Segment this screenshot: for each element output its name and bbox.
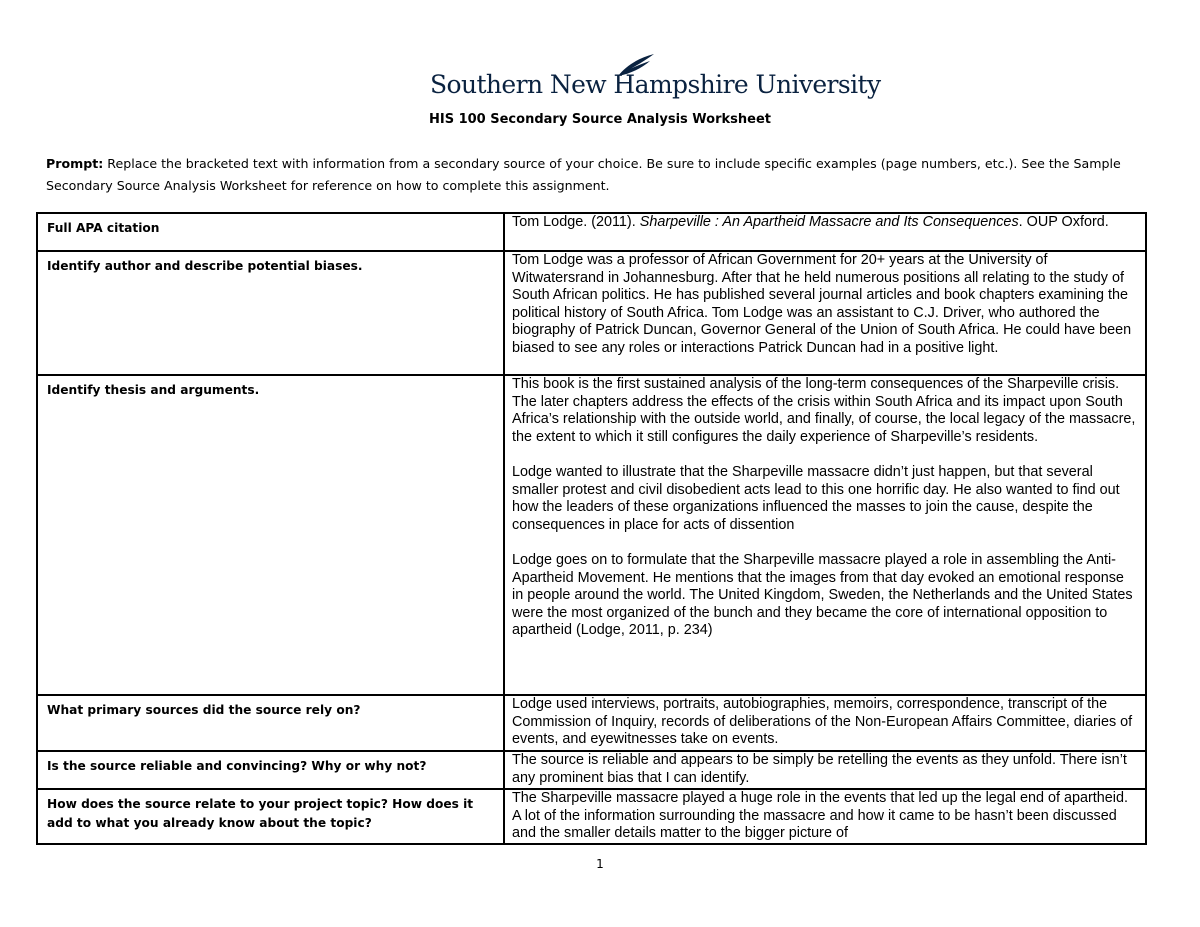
- primary-sources-answer: Lodge used interviews, portraits, autobiographies, memoirs, correspondence, transcript of the Commission of Inquiry, records of deliberations of the Non-European Affairs Committee, diaries of events, and eyewitnesses take on events.: [504, 695, 1146, 751]
- prompt-text: Replace the bracketed text with information from a secondary source of your choice. Be sure to include specific examples (page numbers, etc.). See the Sample Secondary Source Analysis Worksheet for reference on how to complete this assignment.: [46, 156, 1121, 193]
- table-row: [37, 695, 1146, 751]
- author-question: Identify author and describe potential biases.: [37, 251, 504, 375]
- citation-book-title: Sharpeville : An Apartheid Massacre and Its Consequences: [639, 214, 1019, 230]
- table-row: [37, 751, 1146, 789]
- thesis-answer: [504, 375, 1146, 695]
- thesis-question: Identify thesis and arguments.: [37, 375, 504, 695]
- citation-question: Full APA citation: [37, 213, 504, 251]
- table-row: [37, 789, 1146, 844]
- table-row: [37, 213, 1146, 251]
- reliability-answer: The source is reliable and appears to be simply be retelling the events as they unfold. There isn’t any prominent bias that I can identify.: [504, 751, 1146, 789]
- logo-text: Southern New Hampshire University: [430, 70, 881, 99]
- author-answer: Tom Lodge was a professor of African Government for 20+ years at the University of Witwatersrand in Johannesburg. After that he held numerous positions all relating to the study of South African politics. He has published several journal articles and book chapters examining the political history of South Africa. Tom Lodge was an assistant to C.J. Driver, who authored the biography of Patrick Duncan, Governor General of the Union of South Africa. He could have been biased to see any roles or interactions Patrick Duncan had in a positive light.: [504, 251, 1146, 375]
- thesis-paragraph: This book is the first sustained analysis of the long-term consequences of the Sharpeville crisis. The later chapters address the effects of the crisis within South Africa and its impact upon South Africa’s relationship with the outside world, and finally, of course, the local legacy of the massacre, the extent to which it still configures the daily experience of Sharpeville’s residents.: [512, 376, 1136, 445]
- thesis-paragraph: Lodge goes on to formulate that the Sharpeville massacre played a role in assembling the Anti-Apartheid Movement. He mentions that the images from that day evoked an emotional response in people around the world. The United Kingdom, Sweden, the Netherlands and the United States were the most organized of the bunch and they became the core of international opposition to apartheid (Lodge, 2011, p. 234): [512, 551, 1133, 639]
- university-logo: [430, 52, 881, 107]
- citation-text-pre: Tom Lodge. (2011).: [512, 214, 640, 230]
- citation-answer: [504, 213, 1146, 251]
- citation-text-post: . OUP Oxford.: [1018, 214, 1109, 230]
- worksheet-table: [36, 212, 1147, 845]
- thesis-paragraph: Lodge wanted to illustrate that the Sharpeville massacre didn’t just happen, but that several smaller protest and civil disobedient acts lead to this one horrific day. He also wanted to find out how the leaders of these organizations influenced the masses to join the cause, despite the consequences in place for acts of dissention: [512, 463, 1120, 533]
- relation-answer: The Sharpeville massacre played a huge role in the events that led up the legal end of apartheid. A lot of the information surrounding the massacre and how it came to be hasn’t been discussed and the smaller details matter to the bigger picture of: [504, 789, 1146, 844]
- prompt-label: Prompt:: [46, 156, 104, 171]
- table-row: [37, 375, 1146, 695]
- reliability-question: Is the source reliable and convincing? Why or why not?: [37, 751, 504, 789]
- prompt-paragraph: [46, 153, 1156, 197]
- primary-sources-question: What primary sources did the source rely on?: [37, 695, 504, 751]
- table-row: [37, 251, 1146, 375]
- page-title: HIS 100 Secondary Source Analysis Worksheet: [428, 112, 772, 127]
- page-number: 1: [596, 857, 604, 871]
- relation-question: How does the source relate to your project topic? How does it add to what you already know about the topic?: [37, 789, 504, 844]
